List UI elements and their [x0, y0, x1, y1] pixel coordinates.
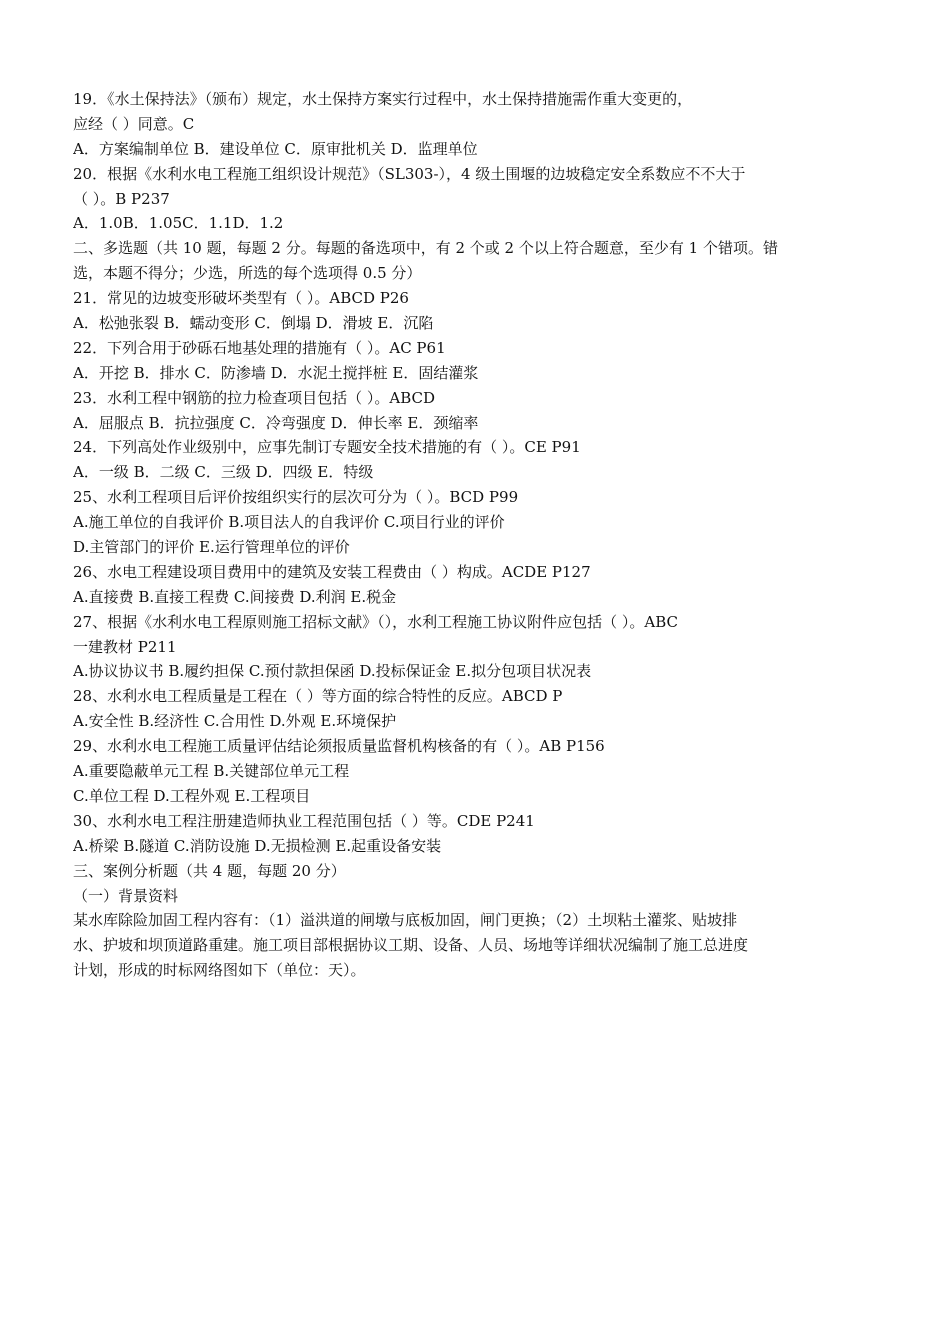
text-line: A.重要隐蔽单元工程 B.关键部位单元工程 — [73, 762, 350, 781]
text-line: C.单位工程 D.工程外观 E.工程项目 — [73, 786, 311, 805]
text-line: 22．下列合用于砂砾石地基处理的措施有（ ）。AC P61 — [73, 338, 446, 357]
text-line: A.直接费 B.直接工程费 C.间接费 D.利润 E.税金 — [73, 587, 397, 606]
text-line: 28、水利水电工程质量是工程在（ ）等方面的综合特性的反应。ABCD P — [73, 687, 563, 706]
text-line: 20．根据《水利水电工程施工组织设计规范》（SL303-），4 级土围堰的边坡稳定安全系数应不不大于 — [73, 164, 746, 183]
text-line: 29、水利水电工程施工质量评估结论须报质量监督机构核备的有（ ）。AB P156 — [73, 737, 605, 756]
text-line: D.主管部门的评价 E.运行管理单位的评价 — [73, 538, 350, 557]
text-line: A．1.0B．1.05C．1.1D．1.2 — [73, 214, 284, 233]
text-line: 19．《水土保持法》（颁布）规定，水土保持方案实行过程中，水土保持措施需作重大变更的， — [73, 90, 693, 108]
text-line: 27、根据《水利水电工程原则施工招标文献》（），水利工程施工协议附件应包括（ ）。ABC — [73, 612, 678, 631]
text-line: A.施工单位的自我评价 B.项目法人的自我评价 C.项目行业的评价 — [73, 513, 505, 532]
text-line: 25、水利工程项目后评价按组织实行的层次可分为（ ）。BCD P99 — [73, 488, 519, 507]
text-line: （ ）。B P237 — [73, 189, 170, 208]
text-line: A．方案编制单位 B．建设单位 C．原审批机关 D．监理单位 — [73, 139, 478, 158]
text-line: 二、多选题（共 10 题，每题 2 分。每题的备选项中，有 2 个或 2 个以上符合题意，至少有 1 个错项。错 — [73, 239, 778, 258]
text-line: 26、水电工程建设项目费用中的建筑及安装工程费由（ ）构成。ACDE P127 — [73, 562, 591, 581]
text-line: 计划，形成的时标网络图如下（单位：天）。 — [73, 961, 366, 980]
text-line: 一建教材 P211 — [73, 637, 177, 656]
text-line: 三、案例分析题（共 4 题，每题 20 分） — [73, 861, 346, 880]
text-line: 水、护坡和坝顶道路重建。施工项目部根据协议工期、设备、人员、场地等详细状况编制了施工总进度 — [73, 936, 749, 955]
document-body — [73, 87, 833, 983]
text-line: 21．常见的边坡变形破坏类型有（ ）。ABCD P26 — [73, 289, 409, 308]
text-line: A．松弛张裂 B．蠕动变形 C．倒塌 D．滑坡 E．沉陷 — [73, 314, 434, 333]
text-line: A．屈服点 B．抗拉强度 C．冷弯强度 D．伸长率 E．颈缩率 — [73, 413, 479, 432]
text-line: 应经（ ）同意。C — [73, 114, 195, 133]
text-line: A．开挖 B．排水 C．防渗墙 D．水泥土搅拌桩 E．固结灌浆 — [73, 363, 479, 382]
text-line: 30、水利水电工程注册建造师执业工程范围包括（ ）等。CDE P241 — [73, 811, 535, 830]
text-line: 某水库除险加固工程内容有：（1）溢洪道的闸墩与底板加固，闸门更换；（2）土坝粘土灌浆、贴坡排 — [73, 911, 738, 930]
text-line: 选，本题不得分；少选，所选的每个选项得 0.5 分） — [73, 264, 422, 283]
text-line: （一）背景资料 — [73, 886, 179, 905]
text-line: A.桥梁 B.隧道 C.消防设施 D.无损检测 E.起重设备安装 — [73, 836, 442, 855]
text-line: 23．水利工程中钢筋的拉力检查项目包括（ ）。ABCD — [73, 388, 435, 407]
text-line: A.安全性 B.经济性 C.合用性 D.外观 E.环境保护 — [73, 712, 397, 731]
text-line: A.协议协议书 B.履约担保 C.预付款担保函 D.投标保证金 E.拟分包项目状况表 — [73, 662, 592, 681]
text-line: 24．下列高处作业级别中，应事先制订专题安全技术措施的有（ ）。CE P91 — [73, 438, 581, 457]
text-line: A．一级 B．二级 C．三级 D．四级 E．特级 — [73, 463, 374, 482]
